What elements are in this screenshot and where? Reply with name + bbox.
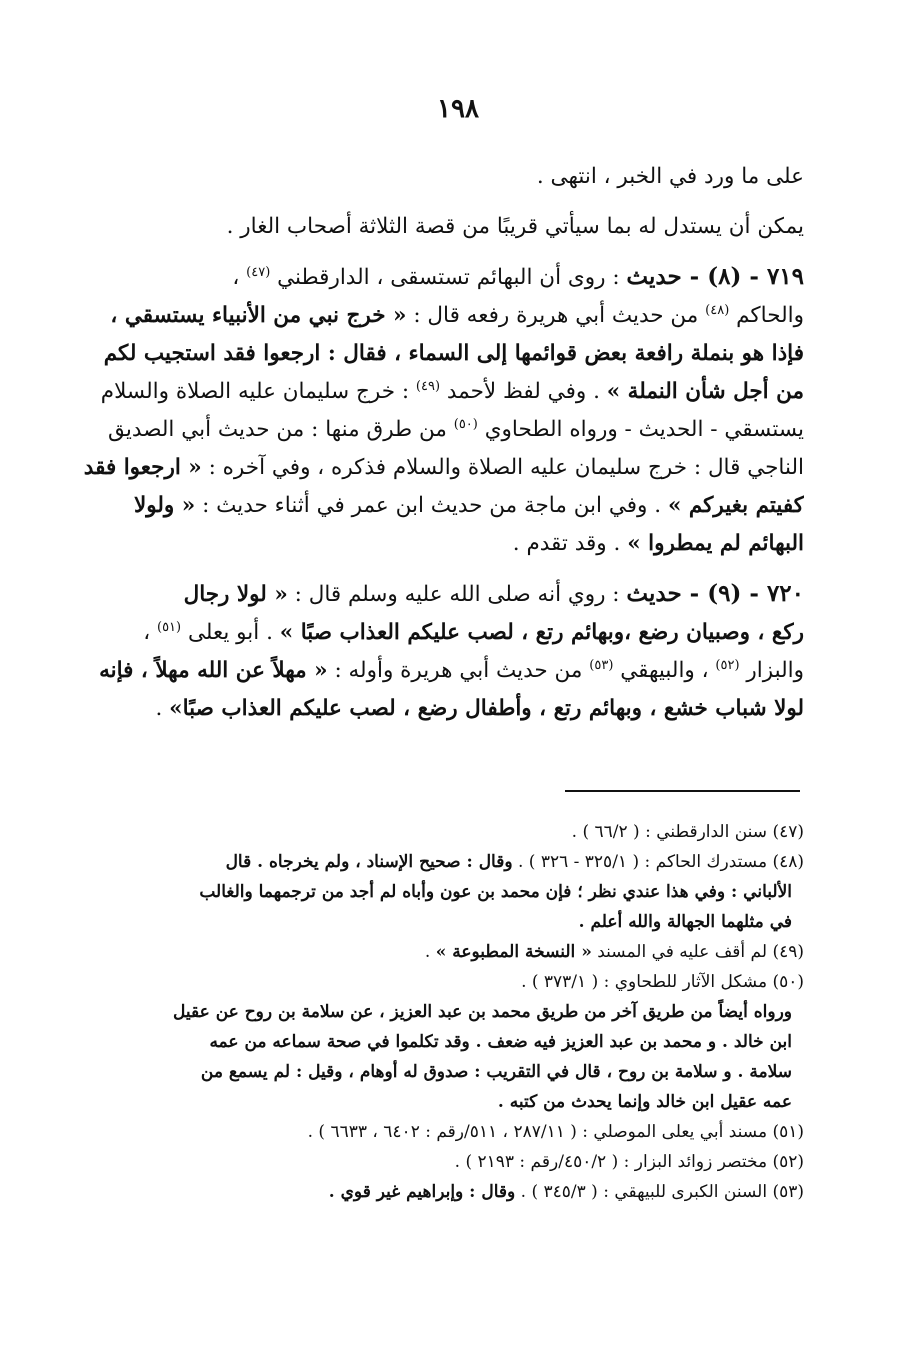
text-segment: الناجي قال : خرج سليمان عليه الصلاة والسلام فذكره ، وفي آخره : <box>201 455 804 480</box>
text-segment: يستسقي - الحديث - ورواه الطحاوي <box>477 417 804 442</box>
text-segment: والبزار <box>739 658 804 683</box>
text-segment: وقال : وإبراهيم غير قوي . <box>328 1182 516 1202</box>
text-segment: والحاكم <box>729 303 804 328</box>
text-segment: . وفي ابن ماجة من حديث ابن عمر في أثناء حديث : <box>195 493 668 518</box>
text-segment: (٥٣) السنن الكبرى للبيهقي : ( ٣٤٥/٣ ) . <box>515 1182 804 1202</box>
paragraph-gap <box>38 246 804 258</box>
footnote-53 <box>38 1177 804 1207</box>
footnote-50: (٥٠) مشكل الآثار للطحاوي : ( ٣٧٣/١ ) . <box>521 972 804 992</box>
text-line-9 <box>38 487 804 525</box>
text-segment: . أبو يعلى <box>181 620 280 645</box>
text-line-10 <box>38 525 804 563</box>
footnote-ref-50[interactable]: (٥٠) <box>453 416 478 432</box>
text-segment: ، والبيهقي <box>613 658 716 683</box>
footnote-ref-49[interactable]: (٤٩) <box>415 378 441 394</box>
footnote-ref-52[interactable]: (٥٢) <box>715 657 740 673</box>
footnote-49 <box>38 937 804 967</box>
text-line-12 <box>38 614 804 652</box>
text-segment: : خرج سليمان عليه الصلاة والسلام <box>100 379 416 404</box>
footnote-52: (٥٢) مختصر زوائد البزار : ( ٤٥٠/٢/رقم : ٢١٩٣ ) . <box>454 1152 804 1172</box>
quoted-hadith: « مهلاً عن الله مهلاً ، فإنه <box>99 658 328 683</box>
hadith-719-heading <box>38 258 804 297</box>
footnote-48 <box>38 847 804 877</box>
paragraph-gap <box>38 563 804 575</box>
text-segment: : روي أنه صلى الله عليه وسلم قال : <box>287 582 627 607</box>
quoted-hadith: « ولولا <box>134 493 196 518</box>
text-line-8 <box>38 449 804 487</box>
footnote-51: (٥١) مسند أبي يعلى الموصلي : ( ٢٨٧/١١ ، ٥١١/رقم : ٦٤٠٢ ، ٦٦٣٣ ) . <box>307 1122 804 1142</box>
footnote-50-cont: سلامة . و سلامة بن روح ، قال في التقريب : صدوق له أوهام ، وقيل : لم يسمع من <box>200 1062 792 1082</box>
footnote-48-cont: الألباني : وفي هذا عندي نظر ؛ فإن محمد بن عون وأباه لم أجد من ترجمهما والغالب <box>199 882 792 902</box>
text-segment: « النسخة المطبوعة » <box>435 942 592 962</box>
footnote-ref-48[interactable]: (٤٨) <box>705 302 730 318</box>
quoted-hadith: البهائم لم يمطروا » <box>627 531 804 556</box>
text-segment: من حديث أبي هريرة وأوله : <box>327 658 590 683</box>
paragraph-gap <box>38 196 804 208</box>
footnote-ref-47[interactable]: (٤٧) <box>246 264 271 280</box>
quoted-hadith: لولا شباب خشع ، وبهائم رتع ، وأطفال رضع ، لصب عليكم العذاب صبًا» <box>169 696 804 721</box>
quoted-hadith: ركع ، وصبيان رضع ،وبهائم رتع ، لصب عليكم العذاب صبًا » <box>279 620 804 645</box>
text-segment: ، <box>143 620 157 645</box>
text-line-13 <box>38 652 804 690</box>
footnote-48-cont: في مثلهما الجهالة والله أعلم . <box>578 912 792 932</box>
text-segment: . <box>155 696 170 721</box>
hadith-720-heading <box>38 575 804 614</box>
quoted-hadith: « خرج نبي من الأنبياء يستسقي ، <box>110 303 407 328</box>
footnote-divider <box>565 790 800 792</box>
footnote-50-cont: ورواه أيضاً من طريق آخر من طريق محمد بن عبد العزيز ، عن سلامة بن روح عن عقيل <box>173 1002 792 1022</box>
text-line-1: على ما ورد في الخبر ، انتهى . <box>536 164 804 189</box>
text-line-14 <box>38 690 804 728</box>
text-line-4 <box>38 297 804 335</box>
quoted-hadith: « لولا رجال <box>183 582 288 607</box>
main-text <box>38 158 804 728</box>
quoted-hadith: « ارجعوا فقد <box>83 455 202 480</box>
hadith-719-comma: ، <box>232 265 247 290</box>
quoted-hadith: من أجل شأن النملة » <box>606 379 804 404</box>
hadith-719-number: ٧١٩ - (٨) - حديث <box>626 263 804 290</box>
footnote-ref-53[interactable]: (٥٣) <box>589 657 614 673</box>
footnote-ref-51[interactable]: (٥١) <box>157 619 182 635</box>
text-segment: . <box>424 942 436 962</box>
text-segment: (٤٩) لم أقف عليه في المسند <box>591 942 804 962</box>
text-segment: من حديث أبي هريرة رفعه قال : <box>406 303 706 328</box>
text-segment: من طرق منها : من حديث أبي الصديق <box>108 417 454 442</box>
text-segment: . وفي لفظ لأحمد <box>440 379 607 404</box>
text-line-2: يمكن أن يستدل له بما سيأتي قريبًا من قصة الثلاثة أصحاب الغار . <box>226 214 804 239</box>
text-segment: (٤٨) مستدرك الحاكم : ( ٣٢٥/١ - ٣٢٦ ) . <box>512 852 804 872</box>
hadith-719-text: : روى أن البهائم تستسقى ، الدارقطني <box>270 265 627 290</box>
text-segment: وقال : صحيح الإسناد ، ولم يخرجاه . قال <box>225 852 513 872</box>
page-number: ١٩٨ <box>437 94 479 124</box>
footnote-47: (٤٧) سنن الدارقطني : ( ٦٦/٢ ) . <box>571 822 804 842</box>
footnote-50-cont: عمه عقيل ابن خالد وإنما يحدث من كتبه . <box>497 1092 792 1112</box>
text-segment: . وقد تقدم . <box>512 531 628 556</box>
footnote-50-cont: ابن خالد . و محمد بن عبد العزيز فيه ضعف . وقد تكلموا في صحة سماعه من عمه <box>209 1032 792 1052</box>
text-line-7 <box>38 411 804 449</box>
text-line-5: فإذا هو بنملة رافعة بعض قوائمها إلى السماء ، فقال : ارجعوا فقد استجيب لكم <box>103 341 804 366</box>
quoted-hadith: كفيتم بغيركم » <box>667 493 804 518</box>
footnotes <box>38 817 804 1207</box>
hadith-720-number: ٧٢٠ - (٩) - حديث <box>626 580 804 607</box>
text-line-6 <box>38 373 804 411</box>
